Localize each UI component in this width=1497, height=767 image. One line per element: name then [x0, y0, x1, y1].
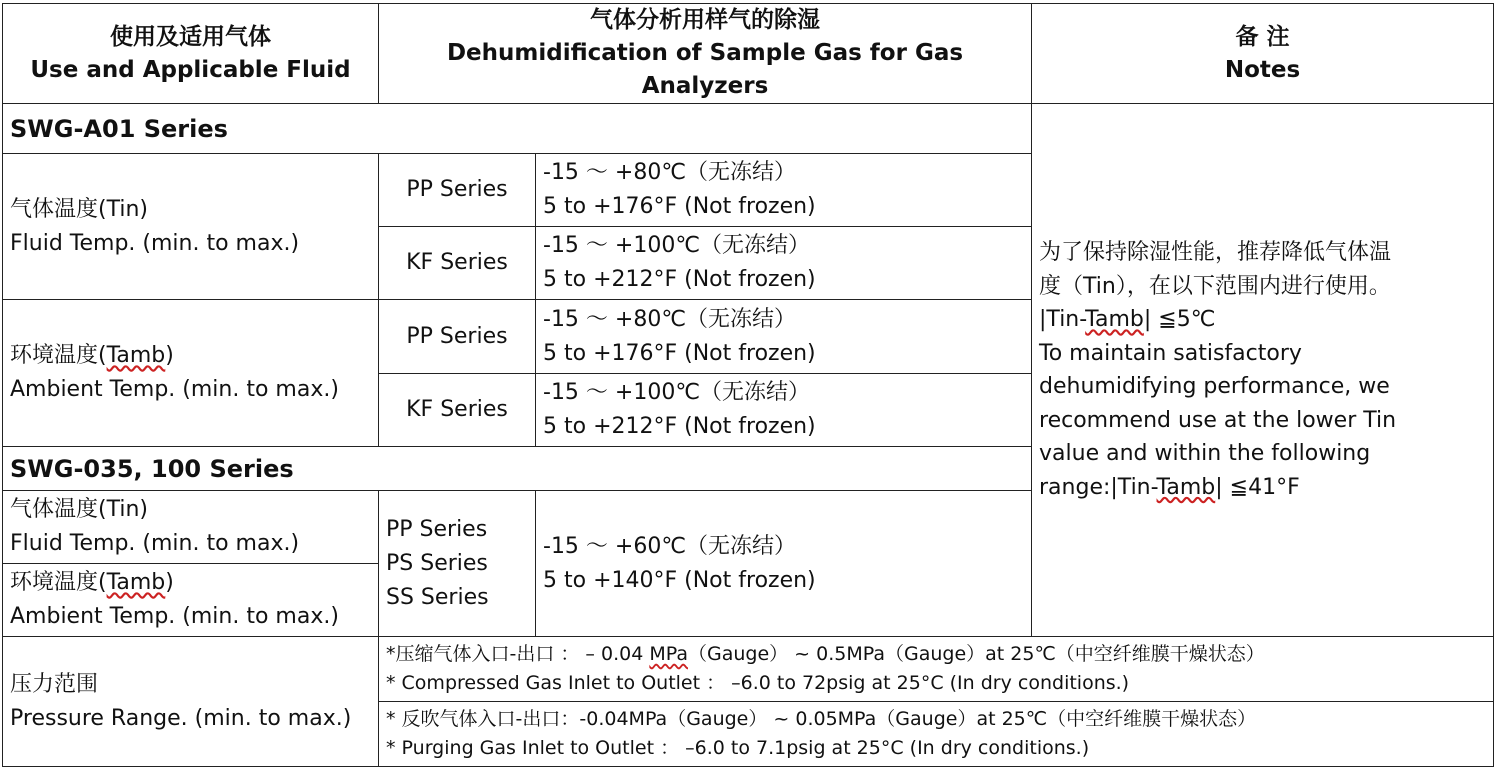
header-notes: 备 注 Notes: [1032, 4, 1494, 104]
notes-cell: 为了保持除湿性能，推荐降低气体温 度（Tin），在以下范围内进行使用。 |Tin-Tamb| ≦5℃ To maintain satisfactory dehumidifying performance, we recommend use at the lower Tin value and within the following range:|Tin-Tamb| ≦41°F: [1032, 104, 1494, 637]
temperature-value: -15 ～ +80℃（无冻结） 5 to +176°F (Not frozen): [536, 300, 1032, 374]
fluid-temp-label: 气体温度(Tin) Fluid Temp. (min. to max.): [3, 491, 379, 564]
material-series: PP Series: [379, 300, 536, 374]
material-series: KF Series: [379, 374, 536, 447]
material-series: PP Series: [379, 154, 536, 227]
header-row: [3, 4, 1494, 104]
section-title: SWG-A01 Series: [3, 104, 1032, 154]
material-series: KF Series: [379, 227, 536, 300]
section-title: SWG-035, 100 Series: [3, 447, 1032, 491]
temperature-value: -15 ～ +100℃（无冻结） 5 to +212°F (Not frozen): [536, 227, 1032, 300]
header-dehumidification: 气体分析用样气的除湿 Dehumidification of Sample Gas for Gas Analyzers: [379, 4, 1032, 104]
pressure-range-label: 压力范围 Pressure Range. (min. to max.): [3, 637, 379, 767]
temperature-value: -15 ～ +80℃（无冻结） 5 to +176°F (Not frozen): [536, 154, 1032, 227]
purging-gas-pressure: * 反吹气体入口-出口：-0.04MPa（Gauge） ~ 0.05MPa（Gauge）at 25℃（中空纤维膜干燥状态） * Purging Gas Inlet to Outlet ： –6.0 to 7.1psig at 25°C (In dry conditions.): [379, 702, 1494, 767]
header-use-fluid: 使用及适用气体 Use and Applicable Fluid: [3, 4, 379, 104]
ambient-temp-label: 环境温度(Tamb) Ambient Temp. (min. to max.): [3, 300, 379, 447]
material-series-list: PP Series PS Series SS Series: [379, 491, 536, 637]
temperature-value: -15 ～ +100℃（无冻结） 5 to +212°F (Not frozen): [536, 374, 1032, 447]
compressed-gas-pressure: *压缩气体入口-出口 ： – 0.04 MPa（Gauge） ~ 0.5MPa（Gauge）at 25℃（中空纤维膜干燥状态） * Compressed Gas Inlet to Outlet ： –6.0 to 72psig at 25°C (In dry conditions.): [379, 637, 1494, 702]
table-row: [3, 637, 1494, 702]
section-row-swg-a01: [3, 104, 1494, 154]
spec-table: [2, 3, 1494, 767]
temperature-value: -15 ～ +60℃（无冻结） 5 to +140°F (Not frozen): [536, 491, 1032, 637]
fluid-temp-label: 气体温度(Tin) Fluid Temp. (min. to max.): [3, 154, 379, 300]
ambient-temp-label: 环境温度(Tamb) Ambient Temp. (min. to max.): [3, 564, 379, 637]
